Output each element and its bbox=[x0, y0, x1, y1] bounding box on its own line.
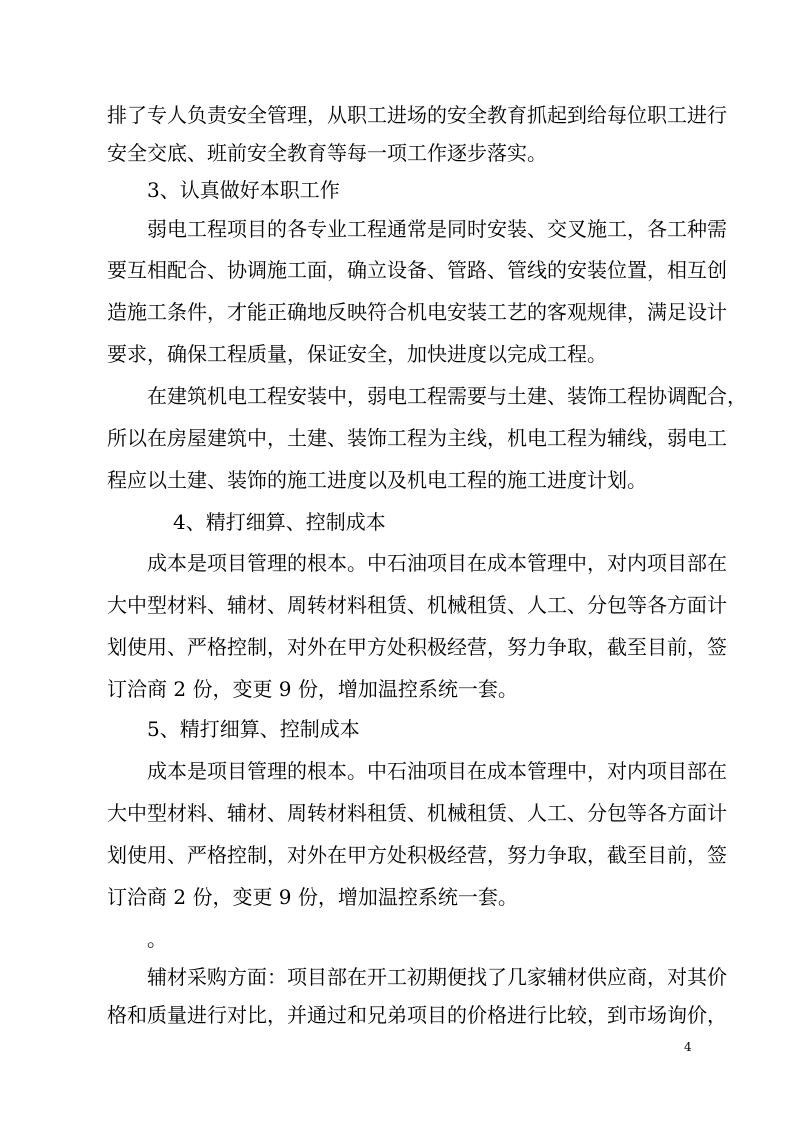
section-heading-4: 4、精打细算、控制成本 bbox=[173, 510, 386, 534]
text-line-12: 成本是项目管理的根本。中石油项目在成本管理中，对内项目部在 bbox=[147, 551, 727, 575]
text-line-22: 辅材采购方面：项目部在开工初期便找了几家辅材供应商，对其价 bbox=[147, 965, 727, 989]
text-line-15: 订洽商 2 份，变更 9 份，增加温控系统一套。 bbox=[107, 677, 518, 701]
text-line-10: 程应以土建、装饰的施工进度以及机电工程的施工进度计划。 bbox=[107, 468, 647, 492]
text-line-14: 划使用、严格控制，对外在甲方处积极经营，努力争取，截至目前，签 bbox=[107, 635, 727, 659]
text-line-17: 成本是项目管理的根本。中石油项目在成本管理中，对内项目部在 bbox=[147, 759, 727, 783]
text-line-2: 安全交底、班前安全教育等每一项工作逐步落实。 bbox=[107, 141, 547, 165]
section-heading-3: 3、认真做好本职工作 bbox=[147, 178, 340, 202]
text-line-5: 要互相配合、协调施工面，确立设备、管路、管线的安装位置，相互创 bbox=[107, 258, 727, 282]
text-line-18: 大中型材料、辅材、周转材料租赁、机械租赁、人工、分包等各方面计 bbox=[107, 801, 727, 825]
text-line-8: 在建筑机电工程安装中，弱电工程需要与土建、装饰工程协调配合， bbox=[147, 384, 747, 408]
text-line-21: 。 bbox=[147, 927, 167, 951]
text-line-23: 格和质量进行对比，并通过和兄弟项目的价格进行比较，到市场询价， bbox=[107, 1003, 727, 1027]
text-line-20: 订洽商 2 份，变更 9 份，增加温控系统一套。 bbox=[107, 885, 518, 909]
section-heading-5: 5、精打细算、控制成本 bbox=[147, 717, 360, 741]
text-line-4: 弱电工程项目的各专业工程通常是同时安装、交叉施工，各工种需 bbox=[147, 217, 727, 241]
text-line-1: 排了专人负责安全管理，从职工进场的安全教育抓起到给每位职工进行 bbox=[107, 103, 727, 127]
text-line-13: 大中型材料、辅材、周转材料租赁、机械租赁、人工、分包等各方面计 bbox=[107, 593, 727, 617]
text-line-9: 所以在房屋建筑中，土建、装饰工程为主线，机电工程为辅线，弱电工 bbox=[107, 426, 727, 450]
text-line-6: 造施工条件，才能正确地反映符合机电安装工艺的客观规律，满足设计 bbox=[107, 300, 727, 324]
text-line-7: 要求，确保工程质量，保证安全，加快进度以完成工程。 bbox=[107, 342, 607, 366]
page-number: 4 bbox=[684, 1040, 692, 1054]
text-line-19: 划使用、严格控制，对外在甲方处积极经营，努力争取，截至目前，签 bbox=[107, 843, 727, 867]
